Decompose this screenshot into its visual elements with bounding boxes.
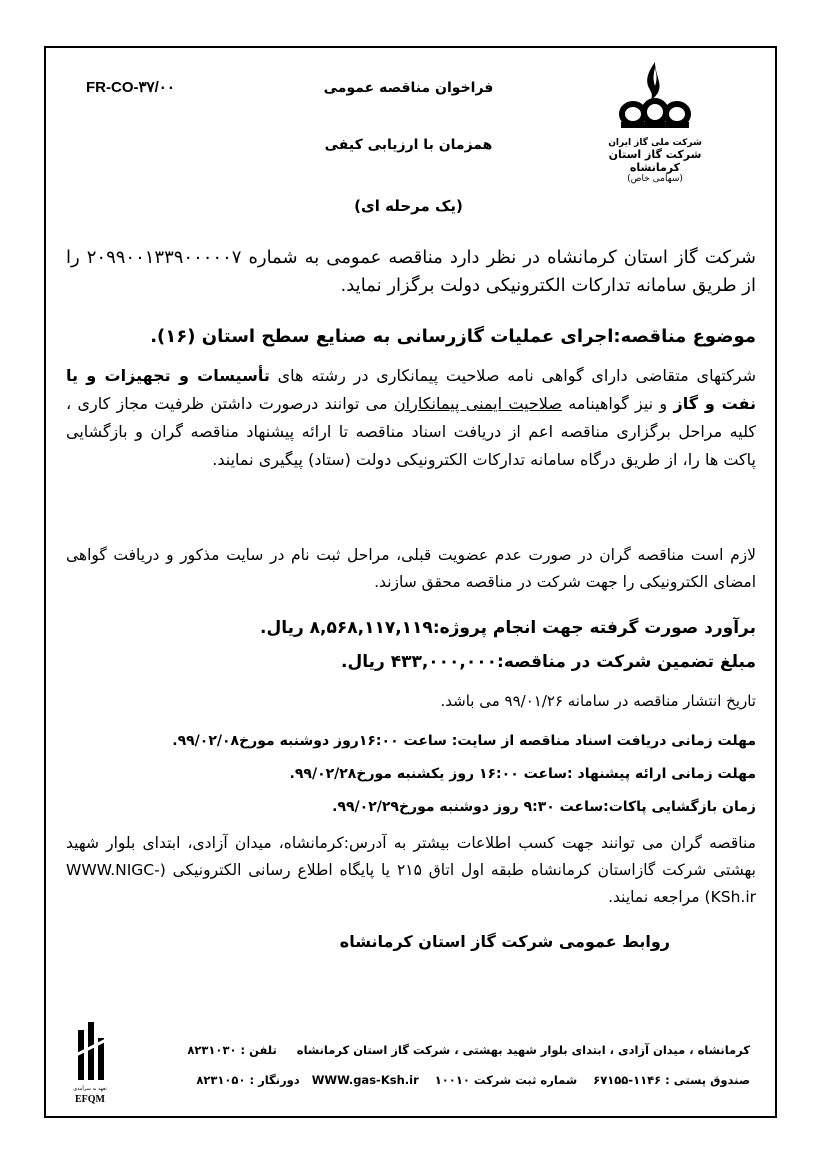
footer-fax: ۸۲۳۱۰۵۰ bbox=[196, 1073, 246, 1087]
efqm-emblem-icon bbox=[70, 1020, 110, 1082]
logo-line-company: شرکت گاز استان کرمانشاه bbox=[608, 148, 702, 174]
footer-pobox: ۱۱۴۶-۶۷۱۵۵ bbox=[593, 1073, 662, 1087]
footer-phone: ۸۲۳۱۰۳۰ bbox=[187, 1043, 237, 1057]
footer-website[interactable]: WWW.gas-Ksh.ir bbox=[311, 1073, 419, 1087]
eligibility-text-e: می توانند درصورت داشتن ظرفیت مجاز کاری ، کلیه مراحل برگزاری مناقصه اعم از دریافت اسناد مناقصه تا ارائه پیشنهاد مناقصه گران و بازگشایی پاکت ها را، از طریق درگاه سامانه تدارکات الکترونیکی دولت (ستاد) پیگیری نمایند. bbox=[66, 394, 756, 469]
page-subtitle: همزمان با ارزیابی کیفی bbox=[324, 137, 493, 153]
footer-pobox-label: صندوق پستی : bbox=[665, 1073, 750, 1087]
footer-reg-label: شماره ثبت شرکت bbox=[473, 1073, 578, 1087]
intro-paragraph: شرکت گاز استان کرمانشاه در نظر دارد مناقصه عمومی به شماره ۲۰۹۹۰۰۱۳۳۹۰۰۰۰۰۷ را از طریق سامانه تدارکات الکترونیکی دولت برگزار نماید. bbox=[66, 247, 756, 296]
footer-phone-label: تلفن : bbox=[240, 1043, 277, 1057]
info-website-link[interactable]: WWW.NIGC-KSh.ir bbox=[66, 861, 756, 906]
publish-date: تاریخ انتشار مناقصه در سامانه ۹۹/۰۱/۲۶ می باشد. bbox=[440, 692, 756, 710]
logo-line-national: شرکت ملی گاز ایران bbox=[608, 138, 702, 148]
efqm-label: EFQM bbox=[75, 1094, 105, 1105]
tender-subject: موضوع مناقصه:اجرای عملیات گازرسانی به صنایع سطح استان (۱۶). bbox=[150, 326, 756, 347]
efqm-badge bbox=[60, 1020, 120, 1110]
company-logo bbox=[600, 58, 710, 188]
footer-address-line bbox=[130, 1043, 750, 1057]
opening-time: زمان بازگشایی پاکات:ساعت ۹:۳۰ روز دوشنبه مورخ۹۹/۰۲/۲۹. bbox=[332, 799, 756, 815]
project-estimate: برآورد صورت گرفته جهت انجام پروژه:۸,۵۶۸,۱۱۷,۱۱۹ ریال. bbox=[259, 618, 756, 638]
info-text-b: ) مراجعه نمایند. bbox=[608, 888, 711, 906]
footer-reg: ۱۰۰۱۰ bbox=[434, 1073, 470, 1087]
eligibility-text-c: و نیز گواهینامه bbox=[568, 394, 668, 413]
page-title: فراخوان مناقصه عمومی bbox=[323, 80, 494, 96]
eligibility-text-a: شرکتهای متقاضی دارای گواهی نامه صلاحیت پیمانکاری در رشته های bbox=[277, 366, 756, 385]
safety-certificate: صلاحیت ایمنی پیمانکاران bbox=[393, 394, 562, 413]
eligibility-fields: تأسیسات و تجهیزات و یا نفت و گاز bbox=[66, 366, 757, 413]
eligibility-paragraph bbox=[66, 362, 756, 474]
registration-paragraph: لازم است مناقصه گران در صورت عدم عضویت قبلی، مراحل ثبت نام در سایت مذکور و دریافت گواهی امضای الکترونیکی را جهت شرکت در مناقصه محقق سازند. bbox=[66, 546, 756, 591]
signoff: روابط عمومی شرکت گاز استان کرمانشاه bbox=[339, 932, 670, 951]
deadline-documents: مهلت زمانی دریافت اسناد مناقصه از سایت: ساعت ۱۶:۰۰روز دوشنبه مورخ۹۹/۰۲/۰۸. bbox=[172, 733, 756, 749]
footer-contact-line bbox=[130, 1073, 750, 1087]
footer-address: کرمانشاه ، میدان آزادی ، ابتدای بلوار شهید بهشتی ، شرکت گاز استان کرمانشاه bbox=[296, 1043, 750, 1057]
info-text-a: مناقصه گران می توانند جهت کسب اطلاعات بیشتر به آدرس:کرمانشاه، میدان آزادی، ابتدای بلوار شهید بهشتی شرکت گازاستان کرمانشاه طبقه اول اتاق ۲۱۵ یا پایگاه اطلاع رسانی الکترونیکی ( bbox=[66, 834, 756, 879]
efqm-caption: تعهد به سرآمدی bbox=[73, 1086, 107, 1092]
footer-fax-label: دورنگار : bbox=[249, 1073, 300, 1087]
form-code: FR-CO-۳۷/۰۰ bbox=[86, 79, 175, 96]
tender-stage: (یک مرحله ای) bbox=[354, 197, 463, 215]
flame-logo-icon bbox=[615, 58, 695, 136]
guarantee-amount: مبلغ تضمین شرکت در مناقصه:۴۳۳,۰۰۰,۰۰۰ ریال. bbox=[341, 652, 756, 672]
logo-line-type: (سهامی خاص) bbox=[627, 174, 683, 184]
deadline-offer: مهلت زمانی ارائه پیشنهاد :ساعت ۱۶:۰۰ روز یکشنبه مورخ۹۹/۰۲/۲۸. bbox=[289, 766, 756, 782]
info-paragraph bbox=[66, 830, 756, 911]
